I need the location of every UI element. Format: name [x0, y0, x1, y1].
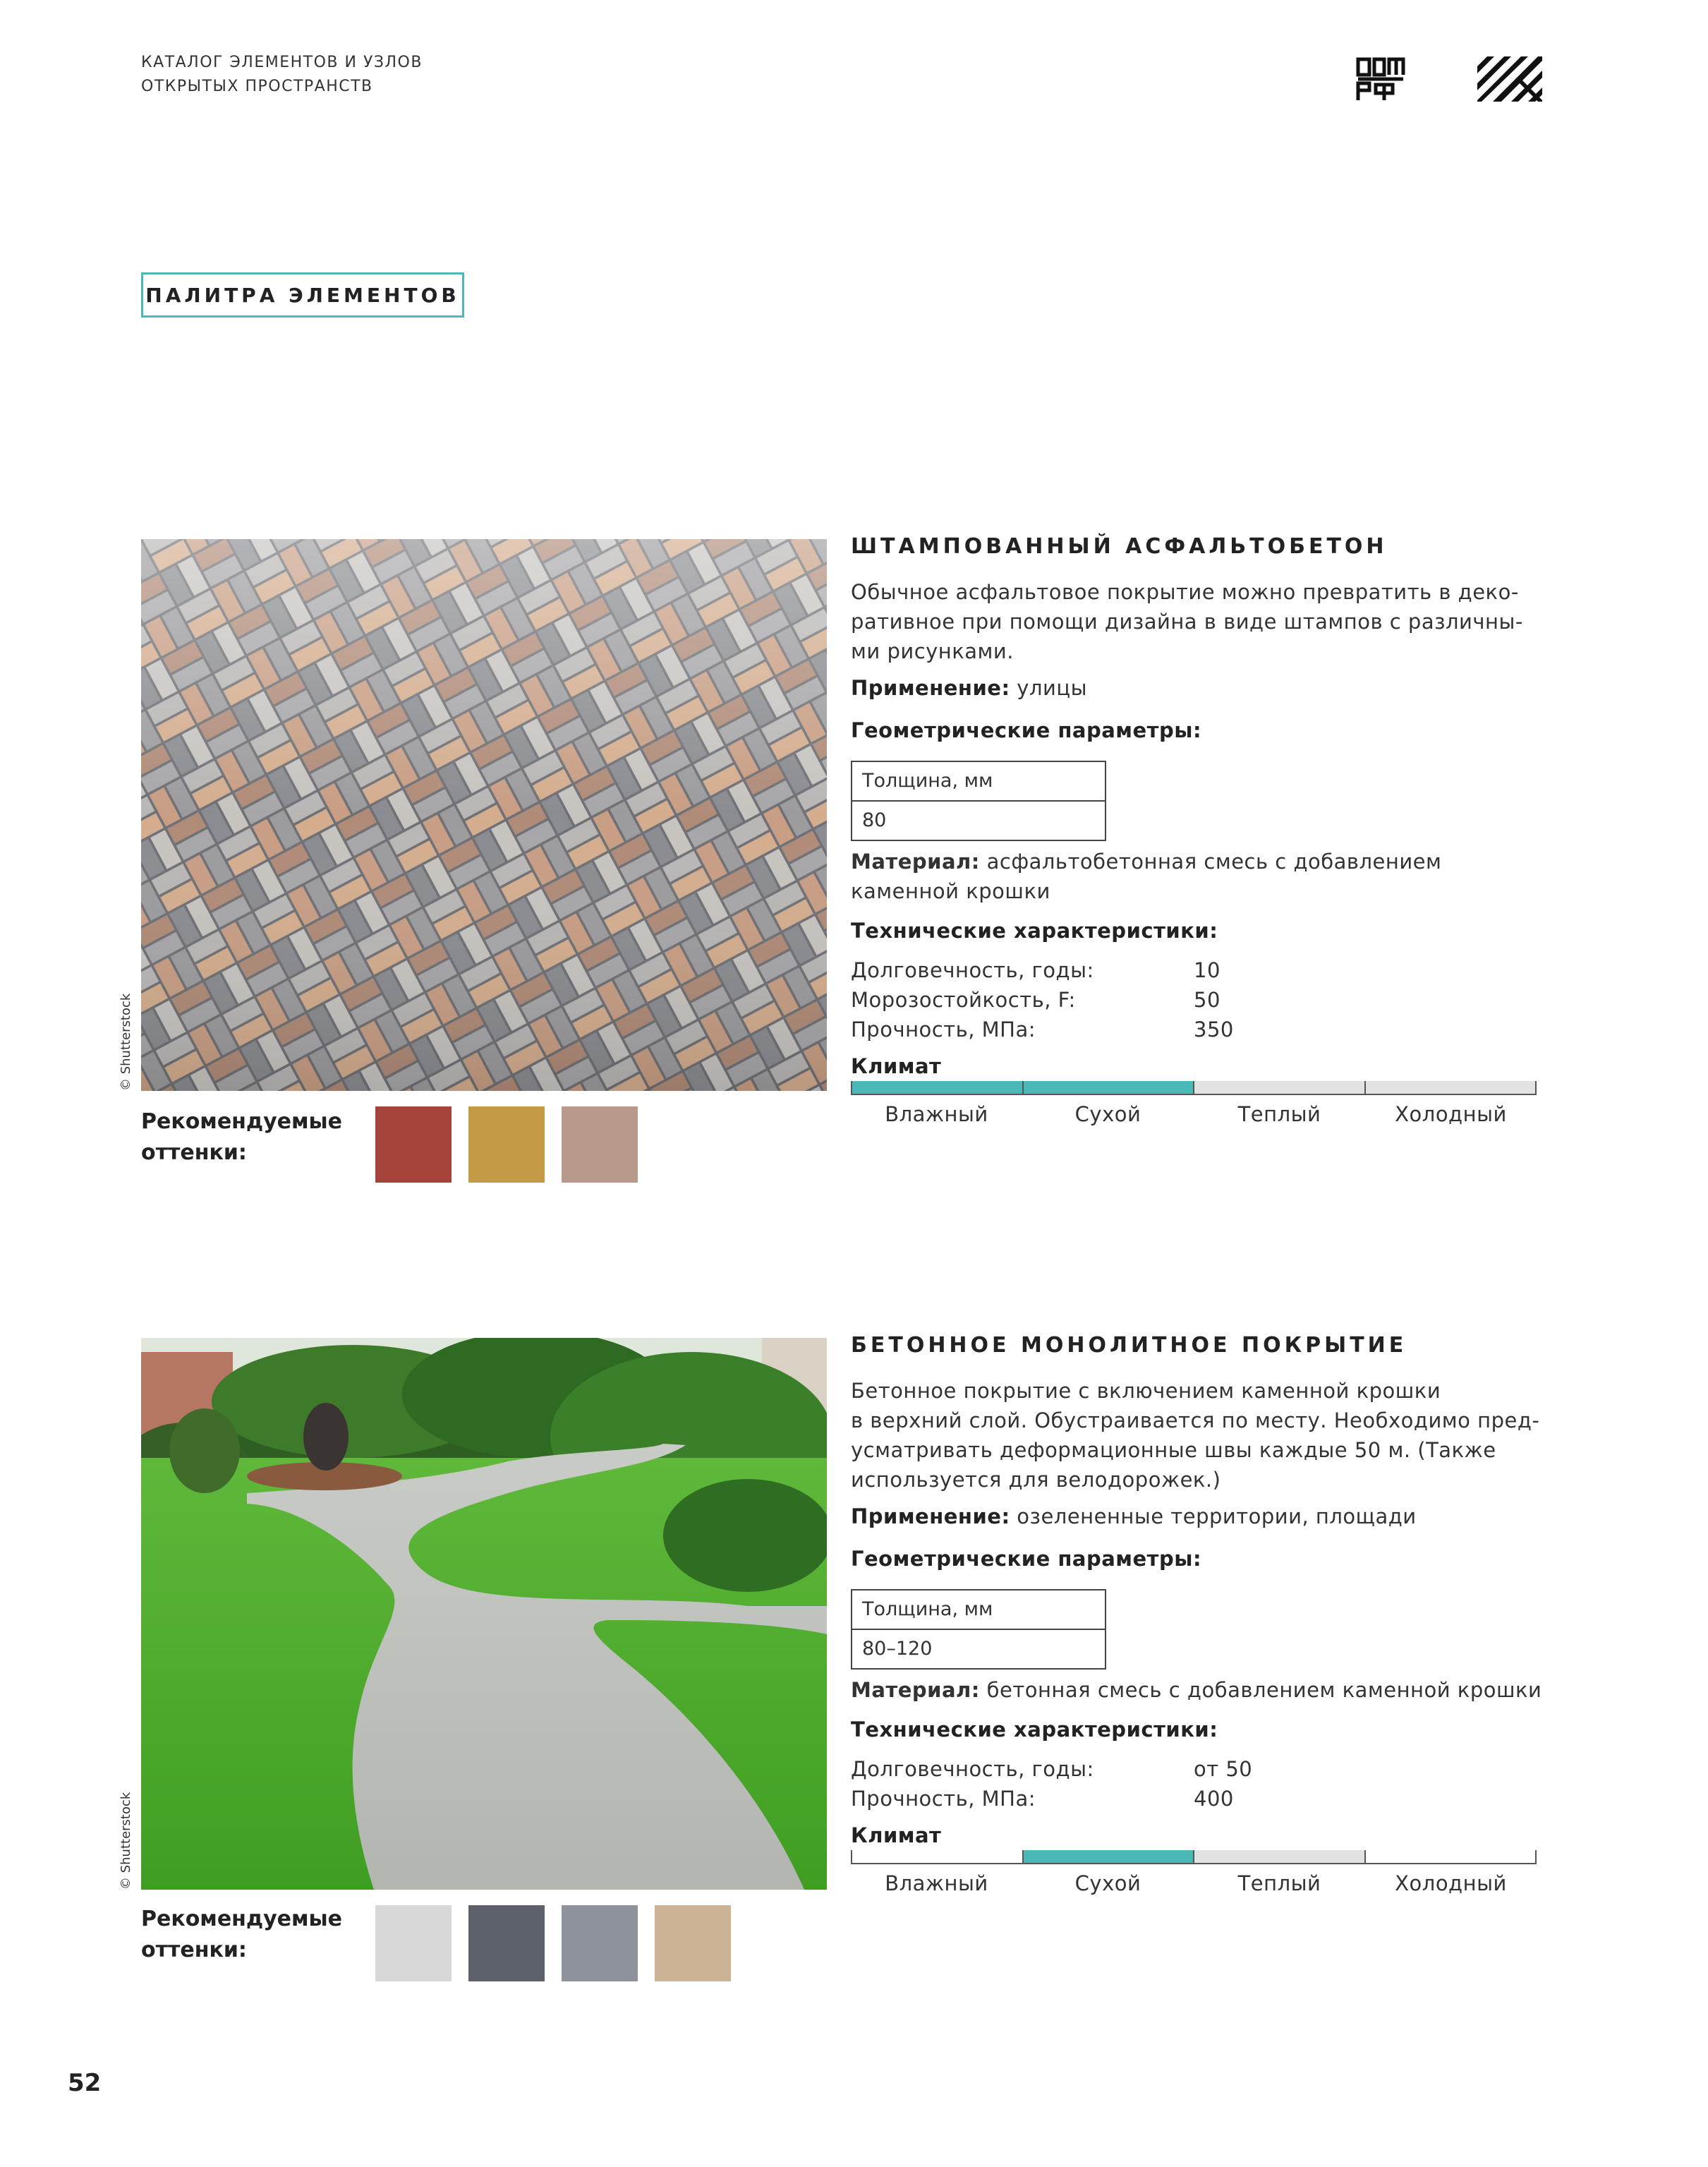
stamped-asphalt-photo	[141, 539, 827, 1091]
herringbone-paving-image	[141, 539, 827, 1091]
catalog-title-line2: ОТКРЫТЫХ ПРОСТРАНСТВ	[141, 78, 373, 95]
item-2-climate-labels: Влажный Сухой Теплый Холодный	[885, 1871, 1507, 1895]
dom-rf-logo	[1356, 56, 1405, 102]
shade-swatch	[375, 1106, 452, 1183]
item-2-details	[851, 1333, 1556, 1895]
item-2-title: БЕТОННОЕ МОНОЛИТНОЕ ПОКРЫТИЕ	[851, 1333, 1407, 1358]
climate-segment	[851, 1850, 1024, 1864]
section-label-palette: ПАЛИТРА ЭЛЕМЕНТОВ	[141, 272, 464, 318]
climate-segment	[1024, 1850, 1195, 1864]
climate-segment	[1024, 1081, 1195, 1095]
catalog-title-line1: КАТАЛОГ ЭЛЕМЕНТОВ И УЗЛОВ	[141, 54, 423, 71]
item-1-geometry-label: Геометрические параметры:	[851, 718, 1202, 742]
item-2-tech-list	[851, 1754, 1556, 1813]
geometry-header: Толщина, мм	[862, 770, 993, 792]
item-1-details	[851, 534, 1556, 1126]
item-2-geometry-label: Геометрические параметры:	[851, 1547, 1202, 1571]
recommended-shades-label-1: Рекомендуемые оттенки:	[141, 1109, 343, 1165]
hatch-logo	[1477, 56, 1542, 102]
geometry-value: 80	[852, 800, 1105, 840]
shade-swatch	[562, 1905, 638, 1981]
page-number: 52	[68, 2069, 102, 2097]
tech-row: Долговечность, годы: 10	[851, 958, 1221, 982]
tech-row: Долговечность, годы: от 50	[851, 1757, 1253, 1781]
item-2-climate-bar	[851, 1850, 1537, 1866]
item-2-climate-label: Климат	[851, 1823, 942, 1847]
climate-segment	[851, 1081, 1024, 1095]
item-2-description: Бетонное покрытие с включением каменной крошки в верхний слой. Обустраивается по месту. Необходимо пред- усматривать деформационные швы каждые 50 м. (Также используется для велодорожек.)	[851, 1379, 1540, 1492]
item-2-geometry-table	[851, 1589, 1106, 1670]
geometry-header: Толщина, мм	[862, 1598, 993, 1620]
item-1-title: ШТАМПОВАННЫЙ АСФАЛЬТОБЕТОН	[851, 534, 1388, 559]
tech-row: Морозостойкость, F: 50	[851, 988, 1221, 1012]
climate-segment	[1366, 1081, 1537, 1095]
item-1-geometry-table	[851, 761, 1106, 841]
item-1-climate-bar	[851, 1081, 1537, 1097]
shade-swatch	[655, 1905, 731, 1981]
shade-swatch	[375, 1905, 452, 1981]
concrete-path-photo	[141, 1338, 827, 1890]
item-1-tech-label: Технические характеристики:	[851, 919, 1218, 943]
item-1-climate-labels: Влажный Сухой Теплый Холодный	[885, 1102, 1507, 1126]
photo-credit-1: © Shutterstock	[119, 993, 133, 1091]
catalog-title	[141, 51, 423, 99]
shade-swatch	[562, 1106, 638, 1183]
item-2-tech-label: Технические характеристики:	[851, 1718, 1218, 1742]
climate-segment	[1366, 1850, 1537, 1864]
item-1-climate-label: Климат	[851, 1054, 942, 1078]
climate-segment	[1194, 1850, 1366, 1864]
tech-row: Прочность, МПа: 350	[851, 1018, 1234, 1042]
shade-swatch	[468, 1905, 545, 1981]
tech-row: Прочность, МПа: 400	[851, 1787, 1234, 1811]
climate-segment	[1194, 1081, 1366, 1095]
item-1-application: Применение: улицы	[851, 676, 1087, 700]
item-1-description: Обычное асфальтовое покрытие можно превратить в деко- ративное при помощи дизайна в виде штампов с различны- ми рисунками.	[851, 580, 1523, 663]
item-2-material: Материал: бетонная смесь с добавлением каменной крошки	[851, 1678, 1542, 1702]
recommended-shades-label-2: Рекомендуемые оттенки:	[141, 1907, 343, 1962]
item-1-tech-list	[851, 955, 1556, 1044]
shade-swatch	[468, 1106, 545, 1183]
garden-path-image	[141, 1338, 827, 1890]
item-2-application: Применение: озелененные территории, площади	[851, 1504, 1417, 1528]
geometry-value: 80–120	[852, 1629, 1105, 1668]
photo-credit-2: © Shutterstock	[119, 1792, 133, 1890]
item-1-material: Материал: асфальтобетонная смесь с добавлением каменной крошки	[851, 850, 1442, 903]
